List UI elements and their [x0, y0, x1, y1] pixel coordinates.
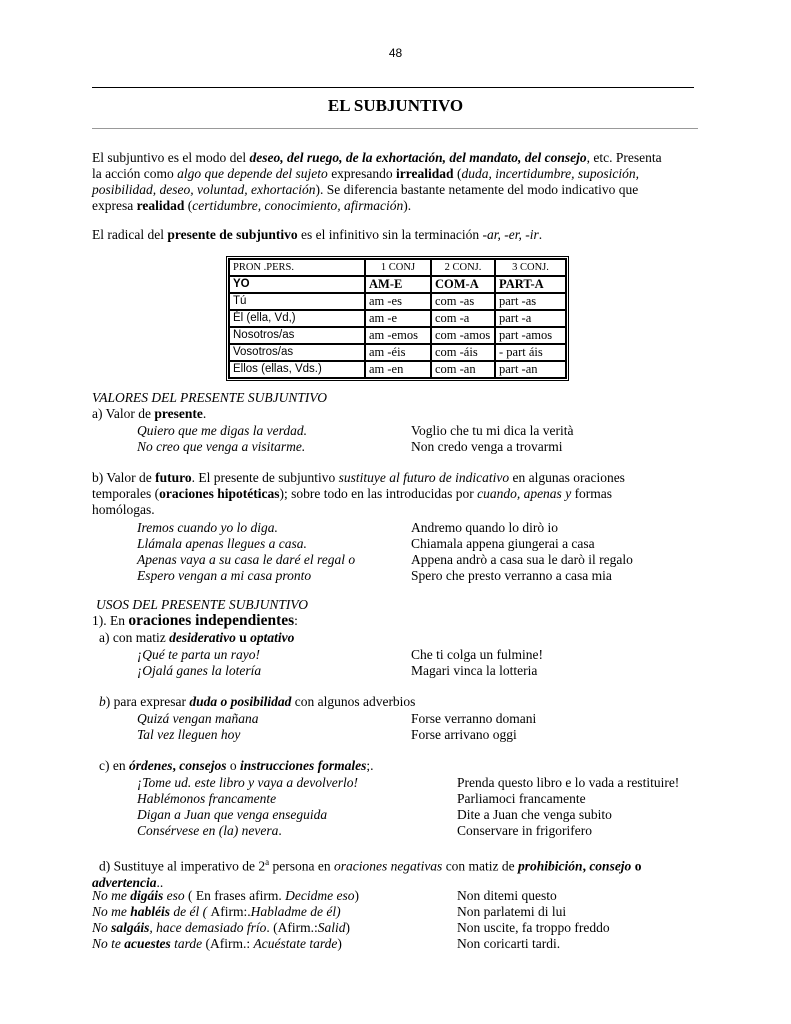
section-heading-valores: VALORES DEL PRESENTE SUBJUNTIVO	[92, 390, 327, 405]
example-it: Spero che presto verranno a casa mia	[411, 568, 612, 583]
table-header-cell: 2 CONJ.	[431, 259, 495, 276]
usos-b-label: b) para expresar duda o posibilidad con algunos adverbios	[99, 694, 416, 709]
example-es: Quizá vengan mañana	[137, 711, 259, 726]
table-row	[229, 327, 566, 344]
page-title: EL SUBJUNTIVO	[327, 96, 464, 115]
table-cell: Tú	[229, 293, 365, 310]
valor-b-paragraph: b) Valor de futuro. El presente de subjuntivo sustituye al futuro de indicativo en algunas oraciones temporales (oraciones hipotéticas); sobre todo en las introducidas por cuando, apenas y formas homólogas.	[92, 470, 625, 517]
header-rule	[92, 87, 694, 88]
example-it: Non coricarti tardi.	[457, 936, 561, 951]
example-it: Non uscite, fa troppo freddo	[457, 920, 610, 935]
table-cell: am -en	[365, 361, 431, 378]
example-es: No creo que venga a visitarme.	[137, 439, 306, 454]
table-header-cell: 3 CONJ.	[495, 259, 566, 276]
example-es: Tal vez lleguen hoy	[137, 727, 241, 742]
table-cell: part -as	[495, 293, 566, 310]
table-cell: COM-A	[431, 276, 495, 293]
section-heading-usos: USOS DEL PRESENTE SUBJUNTIVO	[96, 597, 308, 612]
example-es: ¡Ojalá ganes la lotería	[137, 663, 262, 678]
table-cell: Él (ella, Vd,)	[229, 310, 365, 327]
table-row	[229, 276, 566, 293]
example-es: Hablémonos francamente	[137, 791, 277, 806]
example-es: Quiero que me digas la verdad.	[137, 423, 307, 438]
example-es: No me digáis eso ( En frases afirm. Decidme eso)	[92, 888, 359, 903]
table-header-cell: PRON .PERS.	[229, 259, 365, 276]
example-it: Conservare in frigorifero	[457, 823, 592, 838]
table-header-cell: 1 CONJ	[365, 259, 431, 276]
table-cell: com -áis	[431, 344, 495, 361]
intro-paragraph: El subjuntivo es el modo del deseo, del ruego, de la exhortación, del mandato, del consejo, etc. Presenta la acción como algo que depende del sujeto expresando irrealidad (duda, incertidumbre, suposición, posibilidad, deseo, voluntad, exhortación). Se diferencia bastante netamente del modo indicativo que expresa realidad (certidumbre, conocimiento, afirmación).	[92, 150, 662, 213]
example-it: Non parlatemi di lui	[457, 904, 567, 919]
example-it: Voglio che tu mi dica la verità	[411, 423, 574, 438]
example-it: Dite a Juan che venga subito	[457, 807, 612, 822]
example-es: Llámala apenas llegues a casa.	[137, 536, 307, 551]
table-row	[229, 310, 566, 327]
table-cell: part -amos	[495, 327, 566, 344]
table-row	[229, 361, 566, 378]
table-cell: am -emos	[365, 327, 431, 344]
table-cell: PART-A	[495, 276, 566, 293]
table-cell: YO	[229, 276, 365, 293]
example-es: Digan a Juan que venga enseguida	[137, 807, 328, 822]
example-it: Non credo venga a trovarmi	[411, 439, 563, 454]
table-cell: am -es	[365, 293, 431, 310]
table-header-row	[229, 259, 566, 276]
table-cell: part -a	[495, 310, 566, 327]
example-es: No me habléis de él ( Afirm:.Habladme de él)	[92, 904, 341, 919]
example-es: No te acuestes tarde (Afirm.: Acuéstate tarde)	[92, 936, 342, 951]
example-it: Magari vinca la lotteria	[411, 663, 538, 678]
table-cell: am -éis	[365, 344, 431, 361]
example-es: Consérvese en (la) nevera.	[137, 823, 282, 838]
usos-c-label: c) en órdenes, consejos o instrucciones formales;.	[99, 758, 374, 773]
example-es: Iremos cuando yo lo diga.	[137, 520, 278, 535]
table-cell: Vosotros/as	[229, 344, 365, 361]
table-cell: - part áis	[495, 344, 566, 361]
example-es: Espero vengan a mi casa pronto	[137, 568, 312, 583]
usos-d-paragraph: d) Sustituye al imperativo de 2$^a$ persona en oraciones negativas con matiz de prohibición, consejo o advertencia..	[92, 857, 642, 890]
table-cell: com -as	[431, 293, 495, 310]
valor-a-label: a) Valor de presente.	[92, 406, 207, 421]
example-it: Forse arrivano oggi	[411, 727, 517, 742]
usos-subheading: 1). En oraciones independientes:	[92, 612, 298, 629]
example-it: Forse verranno domani	[411, 711, 537, 726]
table-cell: com -amos	[431, 327, 495, 344]
example-es: ¡Tome ud. este libro y vaya a devolverlo!	[137, 775, 358, 790]
usos-a-label: a) con matiz desiderativo u optativo	[99, 630, 295, 645]
table-cell: Nosotros/as	[229, 327, 365, 344]
radical-sentence: El radical del presente de subjuntivo es el infinitivo sin la terminación -ar, -er, -ir.	[92, 227, 543, 242]
example-es: ¡Qué te parta un rayo!	[137, 647, 260, 662]
table-cell: am -e	[365, 310, 431, 327]
example-it: Non ditemi questo	[457, 888, 557, 903]
page-number: 48	[388, 46, 403, 60]
example-it: Prenda questo libro e lo vada a restituire!	[457, 775, 680, 790]
example-es: Apenas vaya a su casa le daré el regal o	[137, 552, 356, 567]
example-es: No salgáis, hace demasiado frío. (Afirm.:Salid)	[92, 920, 351, 935]
title-rule	[92, 128, 698, 129]
example-it: Appena andrò a casa sua le darò il regalo	[411, 552, 633, 567]
table-cell: Ellos (ellas, Vds.)	[229, 361, 365, 378]
table-row	[229, 293, 566, 310]
table-cell: com -a	[431, 310, 495, 327]
table-cell: part -an	[495, 361, 566, 378]
example-it: Andremo quando lo dirò io	[411, 520, 558, 535]
table-row	[229, 344, 566, 361]
table-cell: com -an	[431, 361, 495, 378]
example-it: Che ti colga un fulmine!	[411, 647, 543, 662]
example-it: Parliamoci francamente	[457, 791, 586, 806]
conjugation-table	[226, 256, 569, 381]
table-cell: AM-E	[365, 276, 431, 293]
example-it: Chiamala appena giungerai a casa	[411, 536, 595, 551]
